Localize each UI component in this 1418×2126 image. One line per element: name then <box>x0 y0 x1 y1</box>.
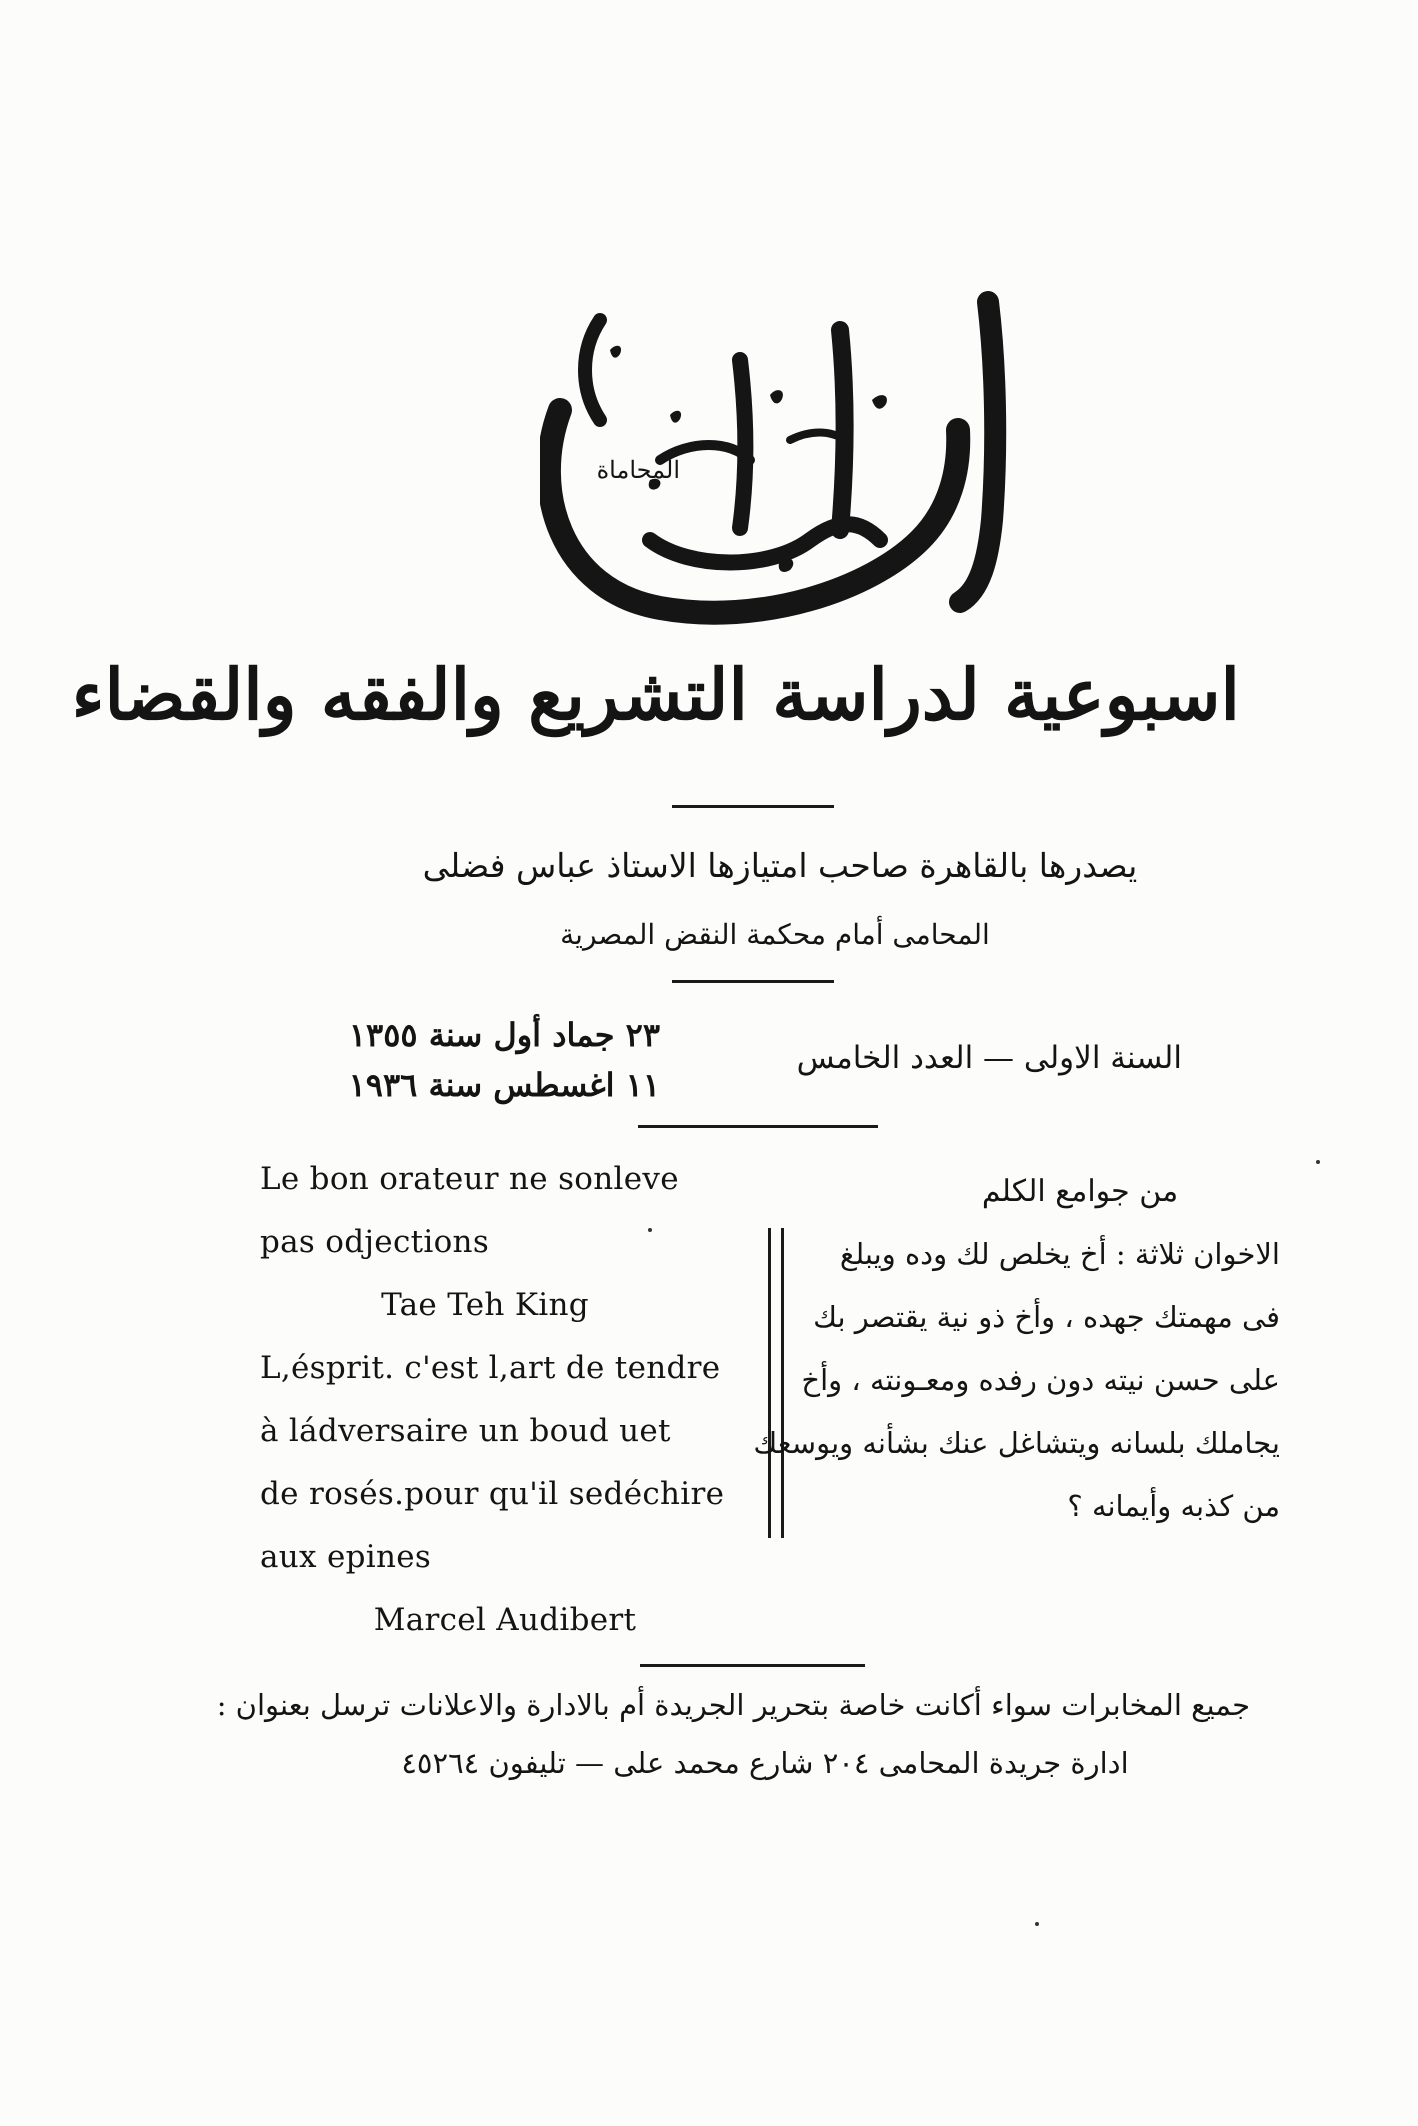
publisher-line: يصدرها بالقاهرة صاحب امتيازها الاستاذ عباس فضلى <box>422 846 1138 885</box>
scan-speck <box>1316 1160 1320 1164</box>
quote-heading: من جوامع الكلم <box>981 1174 1179 1209</box>
publisher-title-line: المحامى أمام محكمة النقض المصرية <box>560 918 990 951</box>
divider-rule <box>640 1664 865 1667</box>
year-issue-number: السنة الاولى — العدد الخامس <box>796 1040 1182 1076</box>
divider-rule <box>672 805 834 808</box>
masthead-logo <box>540 290 1030 635</box>
quote-line: L,ésprit. c'est l,art de tendre <box>260 1350 721 1386</box>
quote-source: Tae Teh King <box>381 1287 589 1323</box>
scan-speck <box>648 1228 652 1232</box>
column-divider <box>781 1228 784 1538</box>
quote-line: pas odjections <box>260 1224 490 1260</box>
column-divider <box>768 1228 771 1538</box>
quote-line: à ládversaire un boud uet <box>260 1413 671 1449</box>
divider-rule <box>672 980 834 983</box>
quote-line: يجاملك بلسانه ويتشاغل عنك بشأنه ويوسعك <box>753 1426 1280 1460</box>
quote-line: aux epines <box>260 1539 432 1575</box>
quote-line: على حسن نيته دون رفده ومعـونته ، وأخ <box>801 1363 1280 1397</box>
date-gregorian: ١١ اغسطس سنة ١٩٣٦ <box>348 1066 660 1104</box>
divider-rule <box>638 1125 878 1128</box>
quote-line: الاخوان ثلاثة : أخ يخلص لك وده ويبلغ <box>839 1237 1280 1271</box>
masthead-logo-text: المحاماة <box>596 456 680 484</box>
date-hijri: ٢٣ جماد أول سنة ١٣٥٥ <box>348 1016 660 1054</box>
arabic-quote-block <box>753 1160 1280 1538</box>
quote-line: من كذبه وأيمانه ؟ <box>1067 1489 1280 1523</box>
quote-line: Le bon orateur ne sonleve <box>260 1161 679 1197</box>
correspondence-note: جميع المخابرات سواء أكانت خاصة بتحرير الجريدة أم بالادارة والاعلانات ترسل بعنوان : <box>216 1688 1250 1722</box>
office-address: ادارة جريدة المحامى ٢٠٤ شارع محمد على — تليفون ٤٥٢٦٤ <box>401 1746 1129 1780</box>
masthead-subtitle: اسبوعية لدراسة التشريع والفقه والقضاء <box>71 653 1240 736</box>
quote-line: فى مهمتك جهده ، وأخ ذو نية يقتصر بك <box>813 1300 1280 1334</box>
quote-author: Marcel Audibert <box>373 1602 637 1638</box>
quote-line: de rosés.pour qu'il sedéchire <box>260 1476 725 1512</box>
scan-speck <box>1035 1922 1039 1926</box>
french-quote-block <box>260 1148 725 1652</box>
